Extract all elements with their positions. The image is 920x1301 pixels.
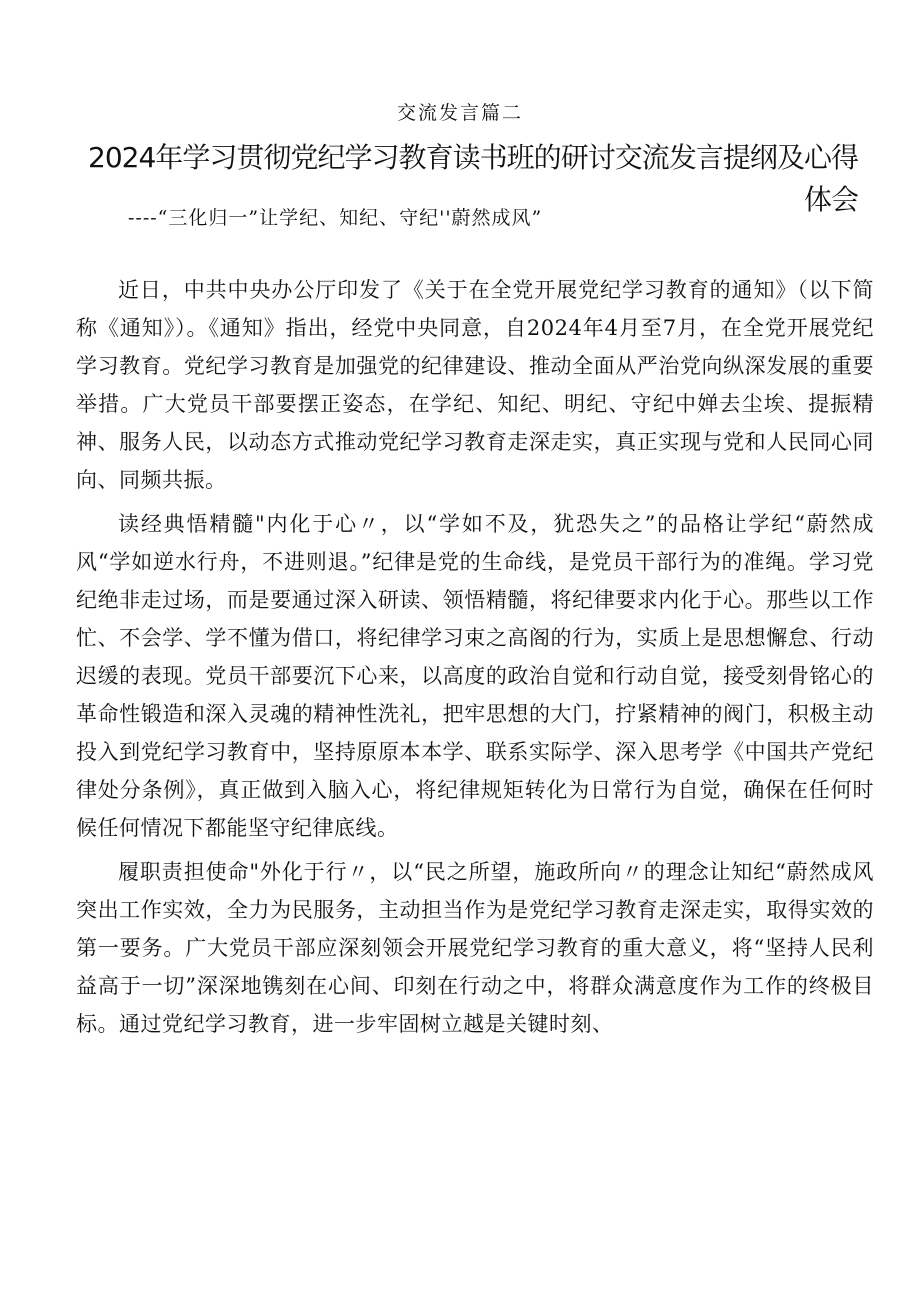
document-title: 2024年学习贯彻党纪学习教育读书班的研讨交流发言提纲及心得体会 xyxy=(88,141,858,216)
paragraph: 近日，中共中央办公厅印发了《关于在全党开展党纪学习教育的通知》（以下简称《通知》）。《通知》指出，经党中央同意，自2024年4月至7月，在全党开展党纪学习教育。党纪学习教育是加强党的纪律建设、推动全面从严治党向纵深发展的重要举措。广大党员干部要摆正姿态，在学纪、知纪、明纪、守纪中婵去尘埃、提振精神、服务人民，以动态方式推动党纪学习教育走深走实，真正实现与党和人民同心同向、同频共振。 xyxy=(76,278,874,492)
section-label: 交流发言篇二 xyxy=(396,102,523,124)
paragraph: 履职责担使命"外化于行〃，以“民之所望，施政所向〃的理念让知纪“蔚然成风突出工作实效，全力为民服务，主动担当作为是党纪学习教育走深走实，取得实效的第一要务。广大党员干部应深刻领会开展党纪学习教育的重大意义，将“坚持人民利益高于一切”深深地镌刻在心间、印刻在行动之中，将群众满意度作为工作的终极目标。通过党纪学习教育，进一步牢固树立越是关键时刻、 xyxy=(76,860,874,1036)
document-body xyxy=(76,271,874,1043)
paragraph: 读经典悟精髓"内化于心〃，以“学如不及，犹恐失之”的品格让学纪“蔚然成风“学如逆水行舟，不进则退。”纪律是党的生命线，是党员干部行为的准绳。学习党纪绝非走过场，而是要通过深入研读、领悟精髓，将纪律要求内化于心。那些以工作忙、不会学、学不懂为借口，将纪律学习束之高阁的行为，实质上是思想懈怠、行动迟缓的表现。党员干部要沉下心来，以高度的政治自觉和行动自觉，接受刻骨铭心的革命性锻造和深入灵魂的精神性洗礼，把牢思想的大门，拧紧精神的阀门，积极主动投入到党纪学习教育中，坚持原原本本学、联系实际学、深入思考学《中国共产党纪律处分条例》，真正做到入脑入心，将纪律规矩转化为日常行为自觉，确保在任何时候任何情况下都能坚守纪律底线。 xyxy=(76,512,874,840)
document-subtitle: ----“三化归一”让学纪、知纪、守纪''蔚然成风” xyxy=(128,207,543,229)
